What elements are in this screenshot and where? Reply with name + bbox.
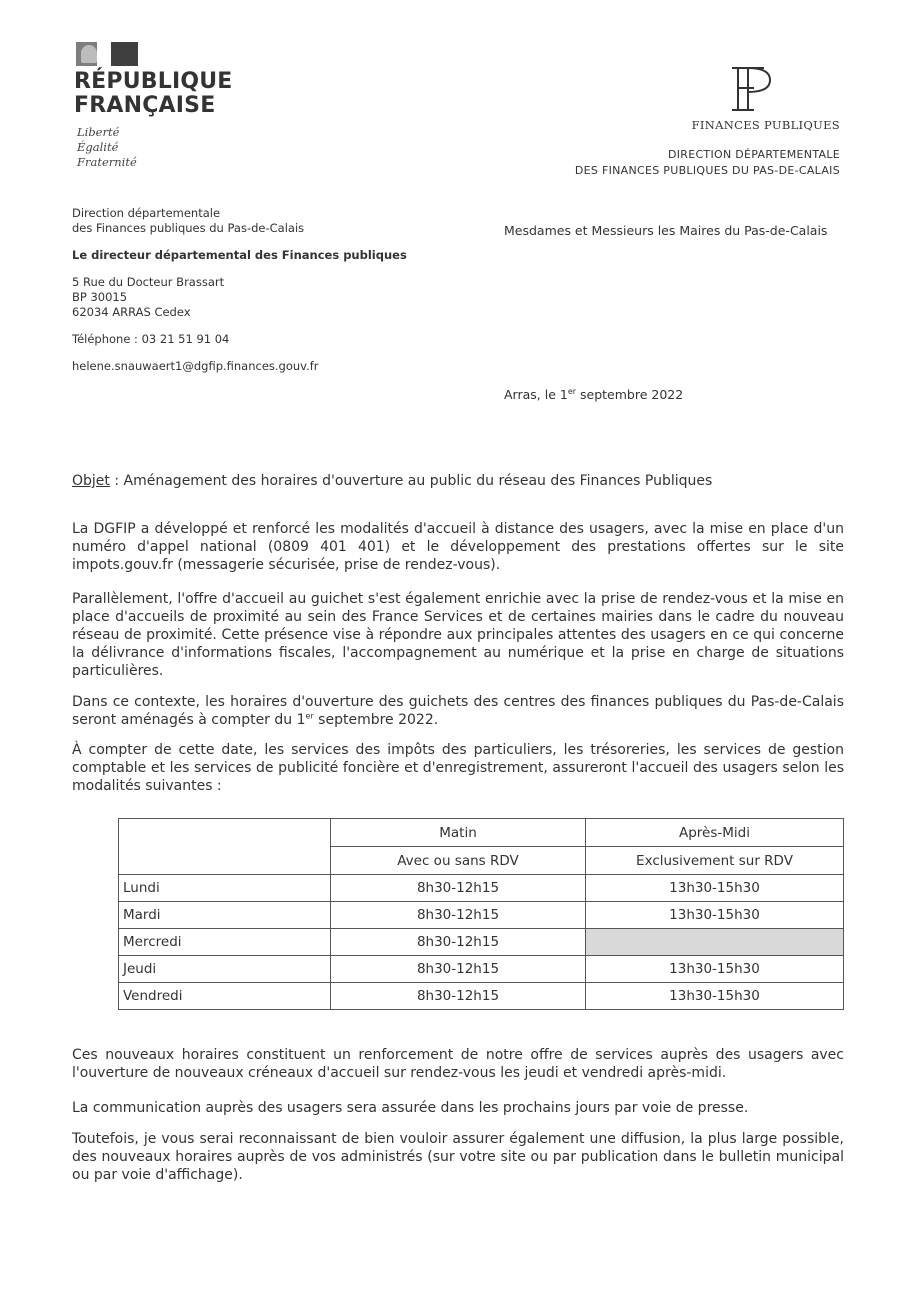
devise-liberte: Liberté	[77, 125, 120, 139]
day-cell: Mercredi	[119, 929, 331, 956]
sender-line-2: des Finances publiques du Pas-de-Calais	[72, 221, 305, 235]
table-row	[119, 983, 844, 1010]
sender-address-3: 62034 ARRAS Cedex	[72, 305, 191, 319]
afternoon-cell: 13h30-15h30	[586, 956, 844, 983]
day-cell: Jeudi	[119, 956, 331, 983]
morning-cell: 8h30-12h15	[331, 902, 586, 929]
table-row	[119, 929, 844, 956]
schedule-table	[118, 818, 844, 1010]
afternoon-cell: 13h30-15h30	[586, 875, 844, 902]
morning-cell: 8h30-12h15	[331, 956, 586, 983]
sender-block	[72, 206, 407, 374]
paragraph-4: À compter de cette date, les services des impôts des particuliers, les trésoreries, les services de gestion comptable et les services de publicité foncière et d'enregistrement, assureront l'accueil des usagers selon les modalités suivantes :	[72, 742, 844, 794]
paragraph-2: Parallèlement, l'offre d'accueil au guichet s'est également enrichie avec la prise de rendez-vous et la mise en place d'accueils de proximité au sein des France Services et de certaines mairies dans le cadre du nouveau réseau de proximité. Cette présence vise à répondre aux principales attentes des usagers en ce qui concerne la délivrance d'informations fiscales, l'accompagnement au numérique et la prise en charge de situations particulières.	[72, 591, 844, 679]
sender-address-2: BP 30015	[72, 290, 128, 304]
table-row	[119, 902, 844, 929]
marianne-flag-logo	[76, 42, 138, 66]
day-cell: Lundi	[119, 875, 331, 902]
republique-text: RÉPUBLIQUE	[74, 69, 233, 94]
devise-egalite: Égalité	[77, 140, 119, 154]
paragraph-7: Toutefois, je vous serai reconnaissant de bien vouloir assurer également une diffusion, la plus large possible, des nouveaux horaires auprès de vos administrés (sur votre site ou par publication dans le bulletin municipal ou par voie d'affichage).	[72, 1131, 844, 1183]
recipient: Mesdames et Messieurs les Maires du Pas-de-Calais	[504, 223, 828, 238]
column-header-apres-midi: Après-Midi	[586, 819, 844, 847]
devise-fraternite: Fraternité	[77, 155, 137, 169]
column-header-matin: Matin	[331, 819, 586, 847]
afternoon-cell-closed	[586, 929, 844, 956]
direction-line-2: DES FINANCES PUBLIQUES DU PAS-DE-CALAIS	[574, 163, 840, 177]
devise	[77, 125, 137, 170]
day-cell: Mardi	[119, 902, 331, 929]
sender-phone: Téléphone : 03 21 51 91 04	[72, 332, 230, 346]
subheader-matin: Avec ou sans RDV	[331, 847, 586, 875]
subheader-apres-midi: Exclusivement sur RDV	[586, 847, 844, 875]
finances-publiques-label: FINANCES PUBLIQUES	[691, 118, 840, 132]
sender-signatory: Le directeur départemental des Finances publiques	[72, 248, 407, 262]
table-header-row	[119, 819, 844, 847]
francaise-text: FRANÇAISE	[74, 93, 216, 118]
letter-date: Arras, le 1er septembre 2022	[504, 386, 684, 402]
morning-cell: 8h30-12h15	[331, 983, 586, 1010]
afternoon-cell: 13h30-15h30	[586, 983, 844, 1010]
table-row	[119, 875, 844, 902]
paragraph-1: La DGFIP a développé et renforcé les modalités d'accueil à distance des usagers, avec la mise en place d'un numéro d'appel national (0809 401 401) et le développement des prestations offertes sur le site impots.gouv.fr (messagerie sécurisée, prise de rendez-vous).	[72, 521, 844, 573]
objet-text: Aménagement des horaires d'ouverture au public du réseau des Finances Publiques	[123, 473, 713, 489]
direction-header	[575, 147, 840, 178]
sender-email: helene.snauwaert1@dgfip.finances.gouv.fr	[72, 359, 319, 373]
republique-francaise-title	[74, 70, 233, 118]
sender-address-1: 5 Rue du Docteur Brassart	[72, 275, 225, 289]
table-corner-cell	[119, 819, 331, 875]
afternoon-cell: 13h30-15h30	[586, 902, 844, 929]
paragraph-5: Ces nouveaux horaires constituent un renforcement de notre offre de services auprès des usagers avec l'ouverture de nouveaux créneaux d'accueil sur rendez-vous les jeudi et vendredi après-midi.	[72, 1047, 844, 1081]
paragraph-3: Dans ce contexte, les horaires d'ouverture des guichets des centres des finances publiques du Pas-de-Calais seront aménagés à compter du 1er septembre 2022.	[72, 694, 844, 728]
sender-line-1: Direction départementale	[72, 206, 221, 220]
morning-cell: 8h30-12h15	[331, 929, 586, 956]
morning-cell: 8h30-12h15	[331, 875, 586, 902]
objet-line: Objet : Aménagement des horaires d'ouverture au public du réseau des Finances Publiques	[72, 473, 713, 489]
direction-line-1: DIRECTION DÉPARTEMENTALE	[667, 148, 840, 161]
table-row	[119, 956, 844, 983]
day-cell: Vendredi	[119, 983, 331, 1010]
paragraph-6: La communication auprès des usagers sera assurée dans les prochains jours par voie de presse.	[72, 1100, 749, 1116]
finances-publiques-logo	[720, 60, 780, 118]
objet-label: Objet	[72, 473, 110, 489]
